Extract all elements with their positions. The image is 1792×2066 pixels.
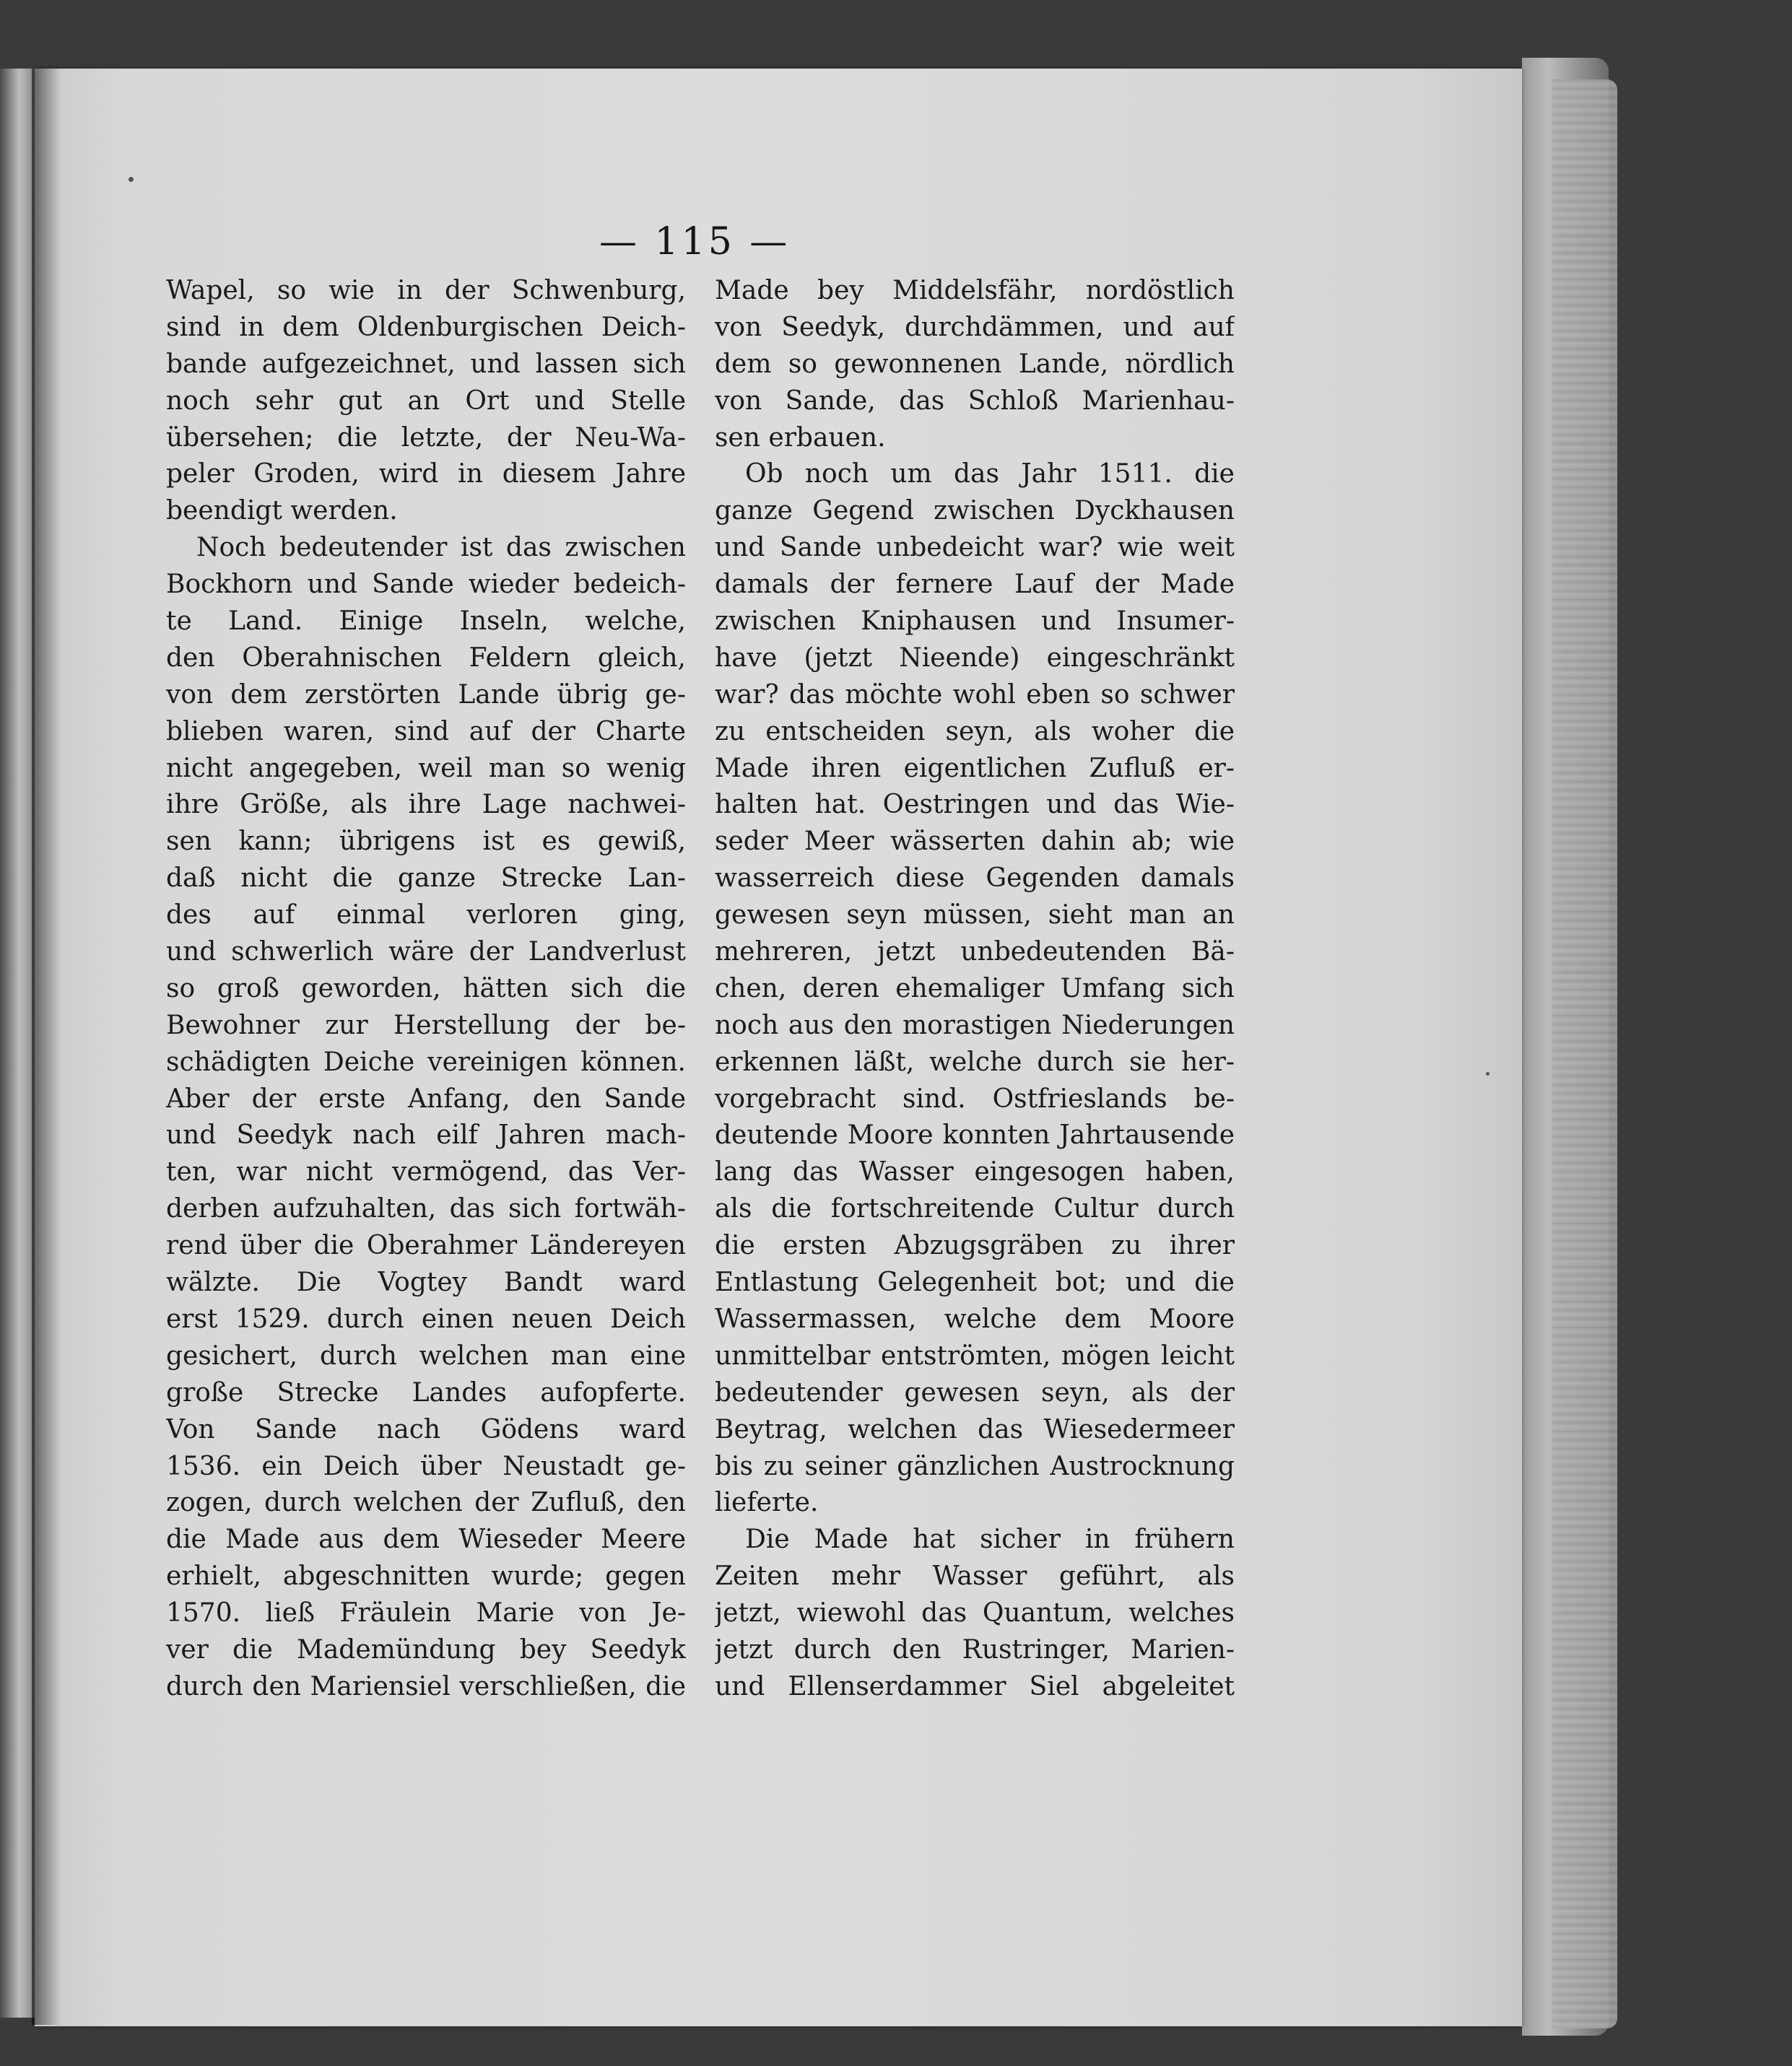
text-line: wasserreich diese Gegenden damals	[715, 863, 1235, 894]
paper-speck	[129, 177, 134, 182]
text-line: und Seedyk nach eilf Jahren mach-	[166, 1120, 686, 1151]
text-line: noch aus den morastigen Niederungen	[715, 1010, 1235, 1040]
text-line: von Sande, das Schloß Marienhau-	[715, 385, 1235, 416]
text-line: Von Sande nach Gödens ward	[166, 1414, 686, 1444]
text-line: Wassermassen, welche dem Moore	[715, 1304, 1235, 1334]
text-line: dem so gewonnenen Lande, nördlich	[715, 349, 1235, 379]
text-line: zwischen Kniphausen und Insumer-	[715, 606, 1235, 637]
text-line: seder Meer wässerten dahin ab; wie	[715, 827, 1235, 857]
text-line: peler Groden, wird in diesem Jahre	[166, 459, 686, 489]
text-line: durch den Mariensiel verschließen, die	[166, 1671, 686, 1701]
text-line: Made bey Middelsfähr, nordöstlich	[715, 276, 1235, 305]
text-line: Bockhorn und Sande wieder bedeich-	[166, 570, 686, 600]
text-line: blieben waren, sind auf der Charte	[166, 716, 686, 746]
text-line: daß nicht die ganze Strecke Lan-	[166, 863, 686, 894]
text-line: erst 1529. durch einen neuen Deich	[166, 1304, 686, 1334]
text-line: Zeiten mehr Wasser geführt, als	[715, 1561, 1235, 1592]
text-line: wälzte. Die Vogtey Bandt ward	[166, 1268, 686, 1298]
text-line: des auf einmal verloren ging,	[166, 900, 686, 930]
text-line: 1570. ließ Fräulein Marie von Je-	[166, 1598, 686, 1629]
text-line: war? das möchte wohl eben so schwer	[715, 679, 1235, 710]
text-line: 1536. ein Deich über Neustadt ge-	[166, 1451, 686, 1481]
text-line: Bewohner zur Herstellung der be-	[166, 1010, 686, 1040]
text-line: die Made aus dem Wieseder Meere	[166, 1525, 686, 1555]
text-line: gewesen seyn müssen, sieht man an	[715, 900, 1235, 930]
text-line: unmittelbar entströmten, mögen leicht	[715, 1341, 1235, 1371]
text-line: Noch bedeutender ist das zwischen	[196, 533, 686, 563]
text-line: Wapel, so wie in der Schwenburg,	[166, 276, 686, 305]
text-line: jetzt, wiewohl das Quantum, welches	[715, 1598, 1235, 1629]
text-line: ver die Mademündung bey Seedyk	[166, 1634, 686, 1665]
text-line: ten, war nicht vermögend, das Ver-	[166, 1157, 686, 1187]
text-line: zu entscheiden seyn, als woher die	[715, 716, 1235, 746]
gutter-shadow	[32, 69, 61, 2025]
text-line: halten hat. Oestringen und das Wie-	[715, 790, 1235, 820]
page-number: — 115 —	[599, 220, 791, 263]
text-line: erhielt, abgeschnitten wurde; gegen	[166, 1561, 686, 1592]
text-line: von dem zerstörten Lande übrig ge-	[166, 679, 686, 710]
text-line: Entlastung Gelegenheit bot; und die	[715, 1268, 1235, 1298]
previous-page-edge	[0, 69, 35, 2018]
book-cover-edge	[1552, 79, 1617, 2028]
text-line: sen erbauen.	[715, 422, 886, 453]
text-line: übersehen; die letzte, der Neu-Wa-	[166, 422, 686, 453]
text-line: schädigten Deiche vereinigen können.	[166, 1047, 686, 1077]
paper-speck	[1486, 1072, 1489, 1076]
text-line: so groß geworden, hätten sich die	[166, 973, 686, 1003]
text-line: bedeutender gewesen seyn, als der	[715, 1377, 1235, 1408]
text-line: ganze Gegend zwischen Dyckhausen	[715, 496, 1235, 526]
text-line: sind in dem Oldenburgischen Deich-	[166, 312, 686, 342]
text-line: Made ihren eigentlichen Zufluß er-	[715, 753, 1235, 783]
text-line: have (jetzt Nieende) eingeschränkt	[715, 642, 1235, 673]
text-line: Ob noch um das Jahr 1511. die	[745, 459, 1235, 489]
text-line: te Land. Einige Inseln, welche,	[166, 606, 686, 637]
text-column-right	[715, 273, 1235, 1706]
text-line: die ersten Abzugsgräben zu ihrer	[715, 1231, 1235, 1261]
text-line: bande aufgezeichnet, und lassen sich	[166, 349, 686, 379]
text-line: lang das Wasser eingesogen haben,	[715, 1157, 1235, 1187]
text-line: derben aufzuhalten, das sich fortwäh-	[166, 1194, 686, 1224]
text-line: rend über die Oberahmer Ländereyen	[166, 1231, 686, 1261]
text-line: als die fortschreitende Cultur durch	[715, 1194, 1235, 1224]
text-line: lieferte.	[715, 1488, 819, 1518]
text-line: erkennen läßt, welche durch sie her-	[715, 1047, 1235, 1077]
text-line: beendigt werden.	[166, 496, 398, 526]
text-line: und Ellenserdammer Siel abgeleitet	[715, 1671, 1235, 1701]
text-line: nicht angegeben, weil man so wenig	[166, 753, 686, 783]
text-line: chen, deren ehemaliger Umfang sich	[715, 973, 1235, 1003]
text-line: vorgebracht sind. Ostfrieslands be-	[715, 1084, 1235, 1114]
text-line: und Sande unbedeicht war? wie weit	[715, 533, 1235, 563]
text-line: von Seedyk, durchdämmen, und auf	[715, 312, 1235, 342]
text-line: mehreren, jetzt unbedeutenden Bä-	[715, 937, 1235, 967]
text-line: deutende Moore konnten Jahrtausende	[715, 1120, 1235, 1151]
text-column-left	[166, 273, 686, 1706]
text-line: ihre Größe, als ihre Lage nachwei-	[166, 790, 686, 820]
text-line: jetzt durch den Rustringer, Marien-	[715, 1634, 1235, 1665]
text-line: sen kann; übrigens ist es gewiß,	[166, 827, 686, 857]
text-line: Beytrag, welchen das Wiesedermeer	[715, 1414, 1235, 1444]
text-line: damals der fernere Lauf der Made	[715, 570, 1235, 600]
text-line: zogen, durch welchen der Zufluß, den	[166, 1488, 686, 1518]
text-line: den Oberahnischen Feldern gleich,	[166, 642, 686, 673]
text-line: Die Made hat sicher in frühern	[745, 1525, 1235, 1555]
text-line: noch sehr gut an Ort und Stelle	[166, 385, 686, 416]
text-line: bis zu seiner gänzlichen Austrocknung	[715, 1451, 1235, 1481]
text-line: Aber der erste Anfang, den Sande	[166, 1084, 686, 1114]
text-line: gesichert, durch welchen man eine	[166, 1341, 686, 1371]
text-line: und schwerlich wäre der Landverlust	[166, 937, 686, 967]
text-line: große Strecke Landes aufopferte.	[166, 1377, 686, 1408]
